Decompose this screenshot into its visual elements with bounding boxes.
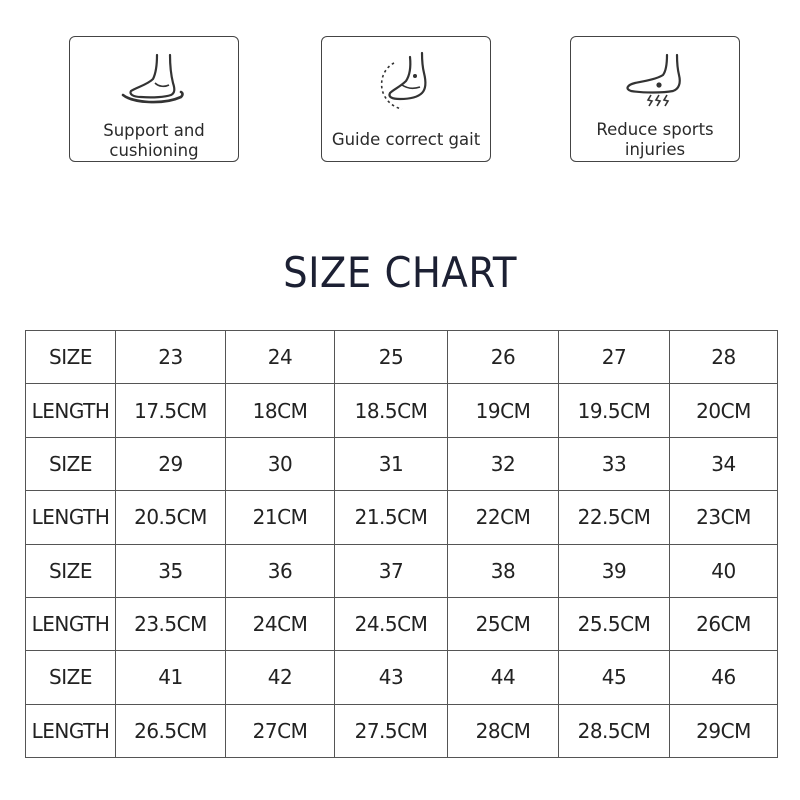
feature-label: Guide correct gait <box>331 130 481 149</box>
table-cell: 40 <box>670 544 778 597</box>
table-row <box>26 544 778 597</box>
table-cell: 23.5CM <box>116 597 226 650</box>
row-header: LENGTH <box>26 384 116 437</box>
table-cell: 29 <box>116 437 226 490</box>
table-cell: 27 <box>559 331 670 384</box>
table-cell: 34 <box>670 437 778 490</box>
table-cell: 45 <box>559 651 670 704</box>
table-cell: 28 <box>670 331 778 384</box>
row-header: SIZE <box>26 331 116 384</box>
feature-guide-gait <box>321 36 491 162</box>
table-cell: 23 <box>116 331 226 384</box>
table-row <box>26 651 778 704</box>
table-cell: 37 <box>335 544 448 597</box>
row-header: LENGTH <box>26 704 116 757</box>
table-row <box>26 597 778 650</box>
table-cell: 24 <box>226 331 335 384</box>
table-cell: 20CM <box>670 384 778 437</box>
table-cell: 26.5CM <box>116 704 226 757</box>
table-cell: 24CM <box>226 597 335 650</box>
table-cell: 18.5CM <box>335 384 448 437</box>
row-header: SIZE <box>26 651 116 704</box>
table-cell: 43 <box>335 651 448 704</box>
table-cell: 22CM <box>448 491 559 544</box>
table-cell: 24.5CM <box>335 597 448 650</box>
table-cell: 42 <box>226 651 335 704</box>
table-row <box>26 437 778 490</box>
table-cell: 19.5CM <box>559 384 670 437</box>
feature-label: Reduce sports injuries <box>596 120 714 159</box>
table-cell: 21.5CM <box>335 491 448 544</box>
page-title: SIZE CHART <box>283 248 517 297</box>
table-cell: 29CM <box>670 704 778 757</box>
size-chart-body <box>26 331 778 758</box>
table-cell: 27CM <box>226 704 335 757</box>
foot-injury-icon <box>615 49 695 111</box>
table-cell: 39 <box>559 544 670 597</box>
feature-reduce-injuries <box>570 36 740 162</box>
table-cell: 18CM <box>226 384 335 437</box>
row-header: SIZE <box>26 544 116 597</box>
table-cell: 30 <box>226 437 335 490</box>
table-cell: 26 <box>448 331 559 384</box>
row-header: LENGTH <box>26 597 116 650</box>
table-cell: 41 <box>116 651 226 704</box>
table-row <box>26 384 778 437</box>
foot-cushion-icon <box>119 49 189 109</box>
table-cell: 22.5CM <box>559 491 670 544</box>
table-cell: 23CM <box>670 491 778 544</box>
table-cell: 36 <box>226 544 335 597</box>
table-cell: 32 <box>448 437 559 490</box>
table-row <box>26 331 778 384</box>
table-cell: 44 <box>448 651 559 704</box>
table-cell: 27.5CM <box>335 704 448 757</box>
table-cell: 26CM <box>670 597 778 650</box>
table-cell: 38 <box>448 544 559 597</box>
table-cell: 25CM <box>448 597 559 650</box>
table-row <box>26 491 778 544</box>
table-cell: 20.5CM <box>116 491 226 544</box>
table-cell: 28.5CM <box>559 704 670 757</box>
row-header: SIZE <box>26 437 116 490</box>
table-cell: 35 <box>116 544 226 597</box>
row-header: LENGTH <box>26 491 116 544</box>
table-cell: 28CM <box>448 704 559 757</box>
foot-gait-icon <box>366 49 446 115</box>
table-cell: 21CM <box>226 491 335 544</box>
size-chart-table <box>25 330 778 758</box>
table-cell: 31 <box>335 437 448 490</box>
table-cell: 25 <box>335 331 448 384</box>
table-cell: 19CM <box>448 384 559 437</box>
table-cell: 46 <box>670 651 778 704</box>
feature-support-cushioning <box>69 36 239 162</box>
table-cell: 17.5CM <box>116 384 226 437</box>
table-cell: 25.5CM <box>559 597 670 650</box>
table-cell: 33 <box>559 437 670 490</box>
feature-label: Support and cushioning <box>103 121 205 160</box>
table-row <box>26 704 778 757</box>
